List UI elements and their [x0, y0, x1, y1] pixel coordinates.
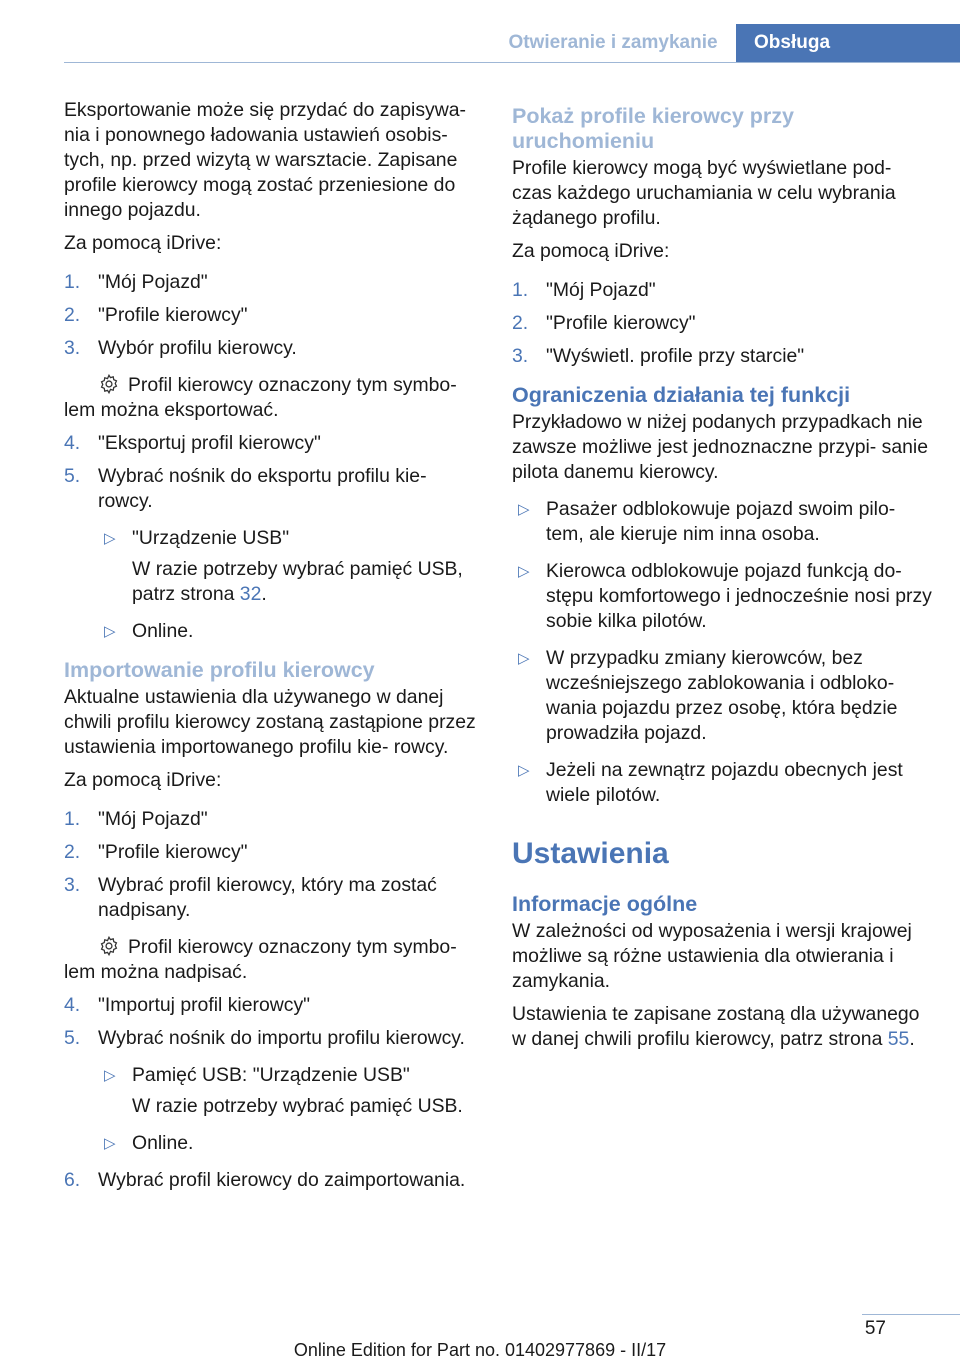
option-sub-end: .	[261, 583, 267, 605]
step-number: 1.	[64, 271, 81, 293]
option-sub	[132, 557, 484, 607]
step-number: 5.	[64, 465, 81, 487]
export-options	[98, 526, 484, 644]
triangle-right-icon: ▷	[518, 650, 530, 667]
limit-text: Jeżeli na zewnątrz pojazdu obecnych jest wiele pilotów.	[546, 759, 903, 806]
list-item	[512, 278, 932, 303]
step-text: "Profile kierowcy"	[98, 841, 248, 863]
import-heading: Importowanie profilu kierowcy	[64, 658, 375, 682]
limits-intro: Przykładowo w niżej podanych przypadkach nie zawsze możliwe jest jednoznaczne przypi‐ sanie pilota danemu kierowcy.	[512, 411, 929, 483]
step-number: 5.	[64, 1027, 81, 1049]
list-item	[98, 619, 484, 644]
step-number: 6.	[64, 1169, 81, 1191]
limit-text: W przypadku zmiany kierowców, bez wcześniejszego zablokowania i odbloko‐ wania pojazdu przez osobę, która będzie prowadziła pojazd.	[546, 647, 898, 744]
triangle-right-icon: ▷	[104, 530, 116, 547]
option-sub-text: W razie potrzeby wybrać pamięć USB, patrz strona	[132, 558, 463, 605]
step-number: 4.	[64, 994, 81, 1016]
step-text: Wybrać nośnik do importu profilu kierowcy.	[98, 1027, 465, 1049]
step-text: Wybór profilu kierowcy.	[98, 337, 297, 359]
settings-gear-icon	[98, 373, 120, 395]
show-profiles-heading: Pokaż profile kierowcy przy uruchomieniu	[512, 104, 794, 153]
option-text: Pamięć USB: "Urządzenie USB"	[132, 1064, 410, 1086]
step-text: "Mój Pojazd"	[98, 808, 208, 830]
list-item	[512, 559, 932, 634]
limit-text: Kierowca odblokowuje pojazd funkcją do‐ stępu komfortowego i jednocześnie nosi przy sobie kilka pilotów.	[546, 560, 932, 632]
header-section-title: Otwieranie i zamykanie	[508, 32, 718, 53]
list-item	[64, 807, 484, 832]
triangle-right-icon: ▷	[104, 1067, 116, 1084]
option-text: "Urządzenie USB"	[132, 527, 290, 549]
list-item	[64, 303, 484, 328]
step-number: 1.	[512, 279, 529, 301]
note-text: Profil kierowcy oznaczony tym symbo‐ lem można nadpisać.	[64, 936, 457, 983]
show-profiles-via: Za pomocą iDrive:	[512, 240, 670, 262]
step-number: 3.	[64, 337, 81, 359]
general-p2	[512, 1002, 932, 1052]
limits-list	[512, 497, 932, 808]
header-active-tab: Obsługa	[736, 24, 960, 62]
step-number: 2.	[512, 312, 529, 334]
show-profiles-steps	[512, 278, 932, 369]
triangle-right-icon: ▷	[518, 762, 530, 779]
import-steps	[64, 807, 484, 1193]
step-text: "Mój Pojazd"	[98, 271, 208, 293]
triangle-right-icon: ▷	[104, 623, 116, 640]
import-intro: Aktualne ustawienia dla używanego w danej chwili profilu kierowcy zostaną zastąpione przez ustawienia importowanego profilu kie‐ rowcy.	[64, 686, 476, 758]
note-text: Profil kierowcy oznaczony tym symbo‐ lem można eksportować.	[64, 374, 457, 421]
export-steps	[64, 270, 484, 644]
list-item	[512, 311, 932, 336]
step-text: "Wyświetl. profile przy starcie"	[546, 345, 805, 367]
triangle-right-icon: ▷	[104, 1135, 116, 1152]
left-column	[64, 98, 484, 1201]
step-number: 3.	[64, 874, 81, 896]
list-item	[98, 1131, 484, 1156]
list-item	[98, 1063, 484, 1119]
triangle-right-icon: ▷	[518, 501, 530, 518]
import-note	[64, 935, 484, 985]
general-p1: W zależności od wyposażenia i wersji krajowej możliwe są różne ustawienia dla otwierania i zamykania.	[512, 920, 912, 992]
import-via: Za pomocą iDrive:	[64, 769, 222, 791]
list-item	[98, 526, 484, 607]
general-p2-end: .	[909, 1028, 915, 1050]
right-column	[512, 98, 932, 1060]
list-item	[512, 497, 932, 547]
edition-footer: Online Edition for Part no. 01402977869 - II/17	[293, 1340, 667, 1360]
list-item	[64, 336, 484, 423]
page-link[interactable]: 32	[239, 583, 262, 605]
list-item	[64, 431, 484, 456]
settings-heading: Ustawienia	[512, 837, 669, 870]
step-text: "Importuj profil kierowcy"	[98, 994, 311, 1016]
page-link[interactable]: 55	[887, 1028, 910, 1050]
step-number: 1.	[64, 808, 81, 830]
step-text: Wybrać profil kierowcy do zaimportowania.	[98, 1169, 466, 1191]
step-text: "Mój Pojazd"	[546, 279, 656, 301]
step-number: 3.	[512, 345, 529, 367]
step-text: "Profile kierowcy"	[98, 304, 248, 326]
page-number: 57	[864, 1318, 886, 1339]
limits-heading: Ograniczenia działania tej funkcji	[512, 383, 851, 407]
list-item	[64, 840, 484, 865]
header-rule	[64, 62, 960, 63]
option-text: Online.	[132, 620, 194, 642]
list-item	[64, 464, 484, 644]
step-number: 2.	[64, 304, 81, 326]
footer-rule	[862, 1314, 960, 1315]
list-item	[64, 270, 484, 295]
step-text: "Eksportuj profil kierowcy"	[98, 432, 321, 454]
step-text: "Profile kierowcy"	[546, 312, 696, 334]
settings-gear-icon	[98, 935, 120, 957]
list-item	[64, 1026, 484, 1156]
list-item	[64, 993, 484, 1018]
export-via: Za pomocą iDrive:	[64, 232, 222, 254]
option-sub: W razie potrzeby wybrać pamięć USB.	[132, 1095, 463, 1117]
step-text: Wybrać nośnik do eksportu profilu kie‐ rowcy.	[98, 465, 427, 512]
step-number: 4.	[64, 432, 81, 454]
step-text: Wybrać profil kierowcy, który ma zostać nadpisany.	[98, 874, 437, 921]
show-profiles-intro: Profile kierowcy mogą być wyświetlane pod‐ czas każdego uruchamiania w celu wybrania żądanego profilu.	[512, 157, 896, 229]
triangle-right-icon: ▷	[518, 563, 530, 580]
limit-text: Pasażer odblokowuje pojazd swoim pilo‐ tem, ale kieruje nim inna osoba.	[546, 498, 896, 545]
list-item	[64, 873, 484, 985]
list-item	[512, 344, 932, 369]
option-text: Online.	[132, 1132, 194, 1154]
export-intro: Eksportowanie może się przydać do zapisywa‐ nia i ponownego ładowania ustawień osobis‐ tych, np. przed wizytą w warsztacie. Zapisane profile kierowcy mogą zostać przeniesione do innego pojazdu.	[64, 99, 466, 221]
list-item	[64, 1168, 484, 1193]
general-heading: Informacje ogólne	[512, 892, 698, 916]
step-number: 2.	[64, 841, 81, 863]
list-item	[512, 646, 932, 746]
export-note	[64, 373, 484, 423]
general-p2-text: Ustawienia te zapisane zostaną dla używanego w danej chwili profilu kierowcy, patrz strona	[512, 1003, 920, 1050]
list-item	[512, 758, 932, 808]
import-options	[98, 1063, 484, 1156]
